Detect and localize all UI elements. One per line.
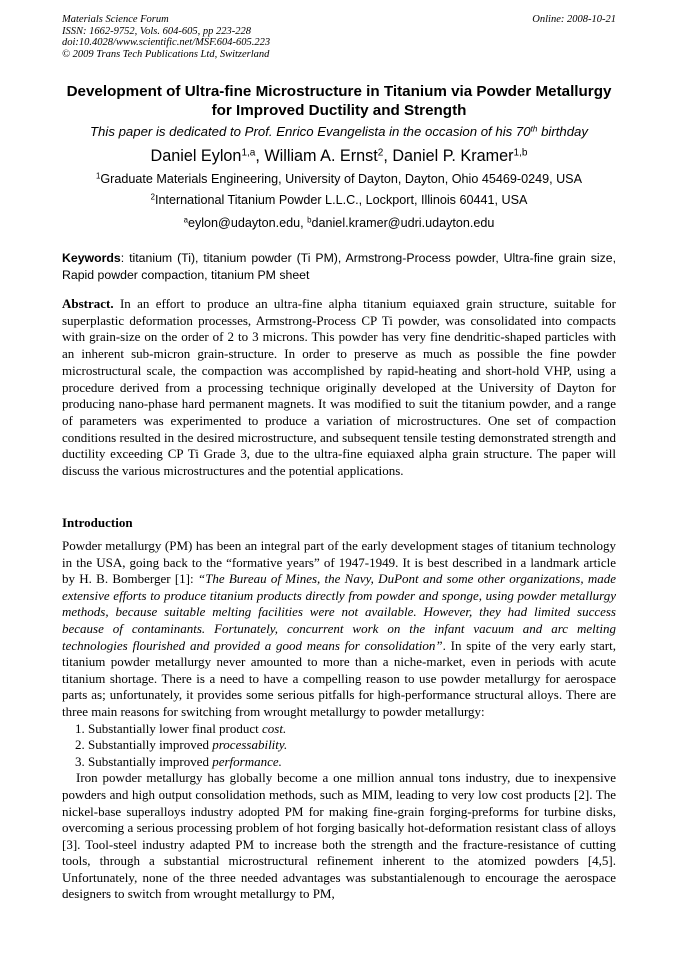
list-item xyxy=(88,721,616,738)
list-item-emphasis: performance. xyxy=(212,753,282,769)
abstract xyxy=(62,296,616,480)
author-name: Daniel Eylon xyxy=(150,147,242,165)
list-item-emphasis: cost. xyxy=(262,720,287,736)
list-item-text: Substantially improved xyxy=(88,753,213,769)
online-date: Online: 2008-10-21 xyxy=(532,14,616,25)
reasons-list xyxy=(62,721,616,771)
email-sup: b xyxy=(307,215,312,225)
list-item-text: Substantially improved xyxy=(88,737,213,753)
bomberger-quote: “The Bureau of Mines, the Navy, DuPont and some other organizations, made extensive efforts to produce titanium products directly from powder and sponge, using powder metallurgy methods, because suitable melting facilities were not available. However, they had limited success because of contaminants. Fortunately, concurrent work on the infant vacuum and arc melting technologies flourished and provided a good means for consolidation” xyxy=(62,571,616,653)
dedication-text: This paper is dedicated to Prof. Enrico Evangelista in the occasion of his 70 xyxy=(90,124,531,139)
introduction-body xyxy=(62,538,616,903)
abstract-label: Abstract. xyxy=(62,296,114,311)
affil-text: Graduate Materials Engineering, University of Dayton, Dayton, Ohio 45469-0249, USA xyxy=(100,172,582,186)
author-affil-sup: 1,a xyxy=(241,147,256,159)
affil-sup: 1 xyxy=(96,171,101,181)
list-item xyxy=(88,737,616,754)
issn-line: ISSN: 1662-9752, Vols. 604-605, pp 223-228 xyxy=(62,25,251,37)
dedication-sup: th xyxy=(530,124,538,134)
author-affil-sup: 2 xyxy=(377,147,384,159)
intro-p1-text: Powder metallurgy (PM) has been an integral part of the early development stages of titanium technology in the USA, going back to the “formative years” of 1947-1949. It is best described in a landmark article by H. B. Bomberger [1]: xyxy=(62,538,616,587)
keywords xyxy=(62,250,616,283)
author-affil-sup: 1,b xyxy=(513,147,528,159)
author-name: William A. Ernst xyxy=(264,147,378,165)
affil-sup: 2 xyxy=(150,192,155,202)
list-item-text: Substantially lower final product xyxy=(88,720,263,736)
doi-line: doi:10.4028/www.scientific.net/MSF.604-605.223 xyxy=(62,37,271,48)
author-emails xyxy=(62,216,616,230)
intro-p1-text-cont: . In spite of the very early start, titanium powder metallurgy never amounted to more than a niche-market, even in periods with acute titanium shortage. There is a need to have a compelling reason to use powder metallurgy for aerospace parts as; unfortunately, it provides some serious pitfalls for high-performance structural alloys. There are three main reasons for switching from wrought metallurgy to powder metallurgy: xyxy=(62,637,616,719)
affil-text: International Titanium Powder L.L.C., Lockport, Illinois 60441, USA xyxy=(154,193,528,207)
affiliation-1 xyxy=(62,172,616,186)
dedication-tail: birthday xyxy=(537,124,588,139)
dedication xyxy=(62,124,616,139)
journal-header xyxy=(62,14,616,60)
intro-paragraph-1 xyxy=(62,538,616,721)
email-b[interactable]: daniel.kramer@udri.udayton.edu xyxy=(311,216,495,230)
paper-title: Development of Ultra-fine Microstructure in Titanium via Powder Metallurgy for Improved Ductility and Strength xyxy=(66,83,612,119)
copyright-line: © 2009 Trans Tech Publications Ltd, Switzerland xyxy=(62,48,270,60)
author-name: Daniel P. Kramer xyxy=(392,147,514,165)
affiliation-2 xyxy=(62,193,616,207)
journal-name: Materials Science Forum xyxy=(62,14,169,25)
intro-paragraph-2: Iron powder metallurgy has globally become a one million annual tons industry, due to inexpensive powders and high output consolidation methods, such as MIM, leading to very low cost products [2]. The nickel-base superalloys industry adopted PM for making fine-grain forging-preforms for turbine disks, overcoming a serious processing problem of hot forging basically hot-deformation resistant class of alloys [3]. Tool-steel industry adapted PM to increase both the strength and the fracture-resistance of cutting tools, through a substantial microstructural refinement inherent to the atomized powders [4,5]. Unfortunately, none of the three needed advantages was substantialenough to encourage the aerospace designers to switch from wrought metallurgy to PM, xyxy=(62,770,616,902)
email-sup: a xyxy=(183,215,188,225)
keywords-text: : titanium (Ti), titanium powder (Ti PM), Armstrong-Process powder, Ultra-fine grain size, Rapid powder compaction, titanium PM sheet xyxy=(62,251,616,282)
section-heading-introduction: Introduction xyxy=(62,515,133,530)
author-list: Daniel Eylon$^{1,a}$, William A. Ernst$^2$, Daniel P. Kramer$^{1,b}$ xyxy=(150,147,528,165)
keywords-label: Keywords xyxy=(62,251,121,265)
list-item xyxy=(88,754,616,771)
abstract-text: In an effort to produce an ultra-fine alpha titanium equiaxed grain structure, suitable for superplastic deformation processes, Armstrong-Process CP Ti powder, was consolidated into compacts with grain-size on the order of 2 to 3 microns. This powder has very fine dendritic-shaped particles with an inherent sub-micron grain-structure. In order to preserve as much as possible the fine powder microstructural scale, the compaction was accomplished by rapid-heating and short-hold VHP, using a procedure derived from a processing technique originally developed at the University of Dayton for producing nano-phase hard permanent magnets. It was modified to suit the titanium powder, and a range of parameters was experimented to produce a variation of microstructures. One set of compaction conditions resulted in the desired microstructure, and subsequent tensile testing demonstrated strength and ductility exceeding CP Ti Grade 3, due to the ultra-fine equiaxed alpha grain structure. The paper will discuss the various microstructures and the potential applications. xyxy=(62,296,616,479)
list-item-emphasis: processability. xyxy=(212,737,288,753)
email-a[interactable]: eylon@udayton.edu, xyxy=(187,216,308,230)
